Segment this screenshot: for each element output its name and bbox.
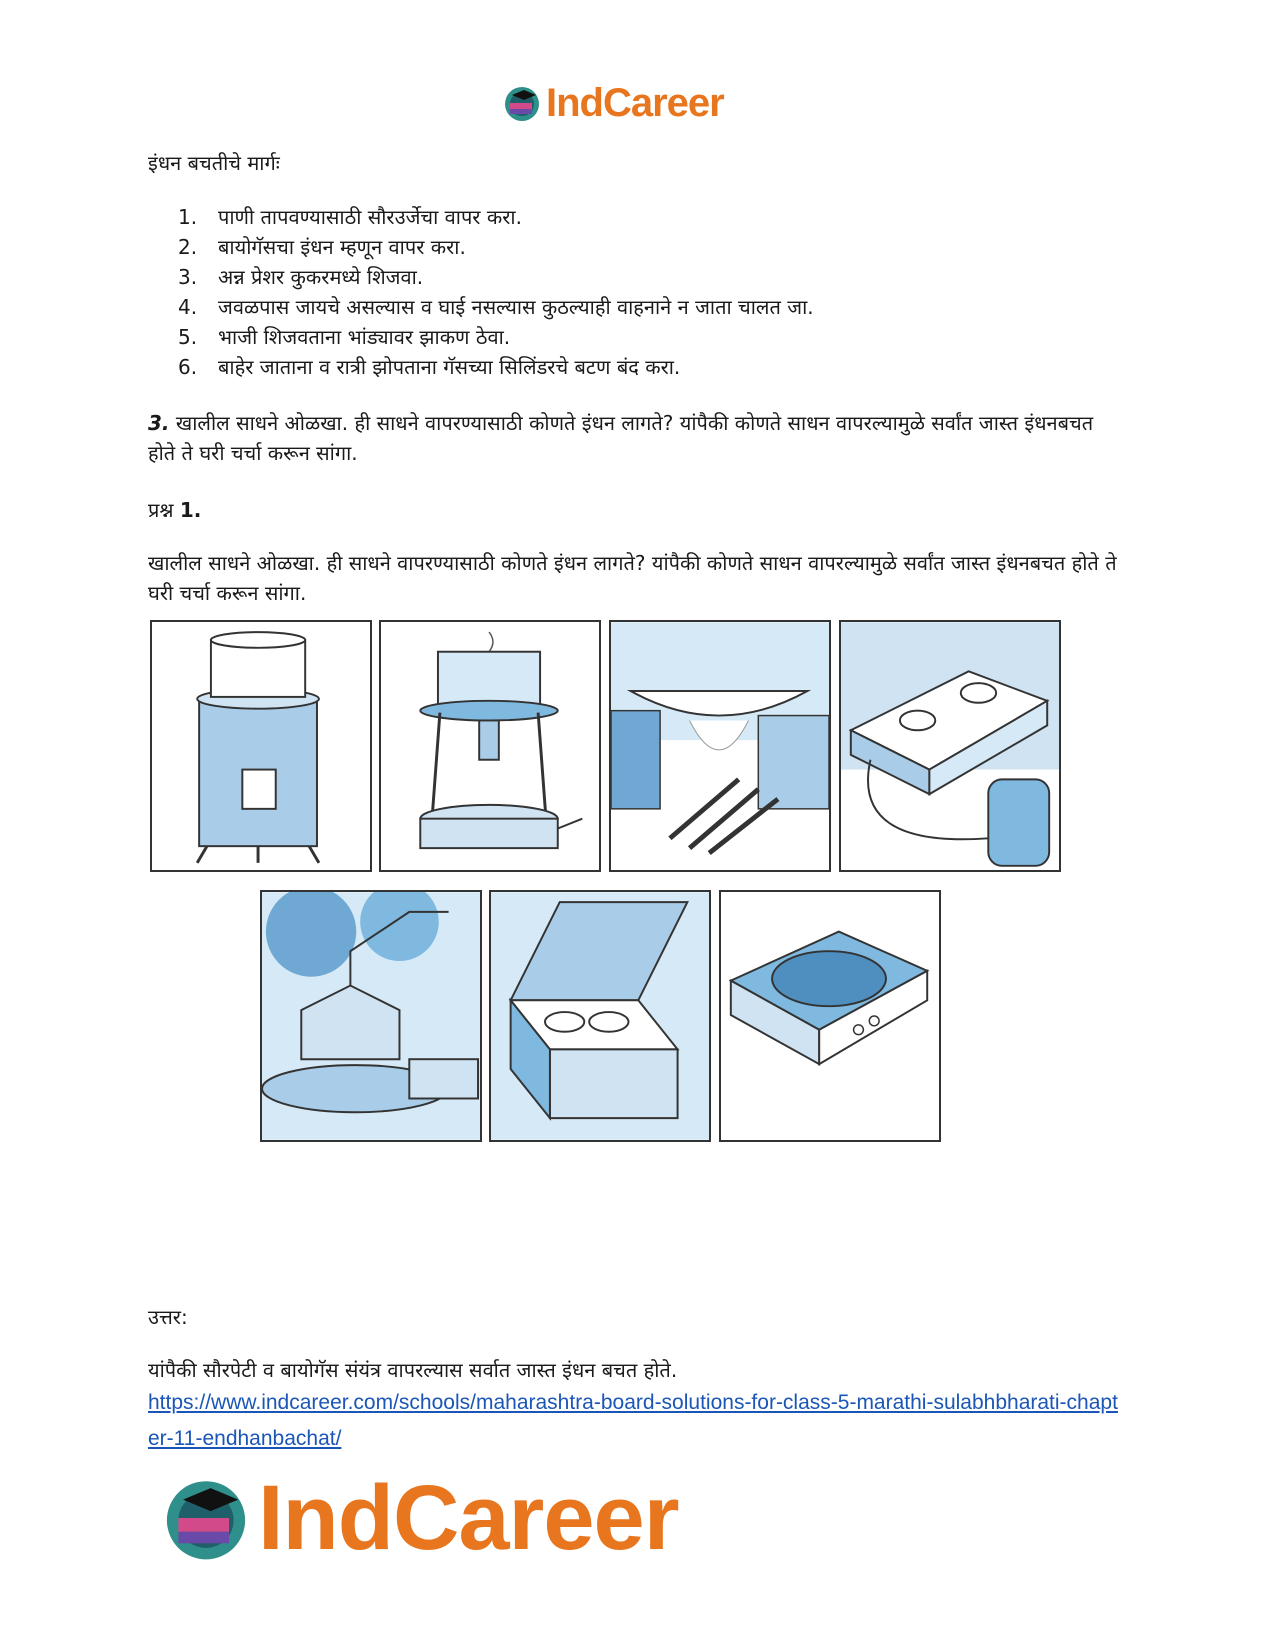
chulha-stove-illustration bbox=[150, 620, 372, 872]
graduation-book-globe-icon bbox=[160, 1472, 252, 1564]
solar-cooker-illustration bbox=[489, 890, 711, 1142]
question-3 bbox=[148, 408, 1108, 468]
graduation-book-globe-icon bbox=[502, 83, 542, 123]
list-item: 1. पाणी तापवण्यासाठी सौरउर्जेचा वापर करा. bbox=[178, 205, 522, 229]
list-item: 5. भाजी शिजवताना भांड्यावर झाकण ठेवा. bbox=[178, 325, 511, 349]
gas-stove-cylinder-illustration bbox=[839, 620, 1061, 872]
question-3-text: खालील साधने ओळखा. ही साधने वापरण्यासाठी कोणते इंधन लागते? यांपैकी कोणते साधन वापरल्यामुळे सर्वांत जास्त इंधनबचत होते ते घरी चर्चा करून सांगा. bbox=[148, 411, 1094, 465]
question-1-text: खालील साधने ओळखा. ही साधने वापरण्यासाठी कोणते इंधन लागते? यांपैकी कोणते साधन वापरल्यामुळे सर्वांत जास्त इंधनबचत होते ते घरी चर्चा करून सांगा. bbox=[148, 551, 1117, 605]
question-label: प्रश्न 1. bbox=[148, 498, 202, 522]
footer-logo bbox=[160, 1468, 679, 1568]
section-heading: इंधन बचतीचे मार्गः bbox=[148, 151, 280, 175]
wood-fire-illustration bbox=[609, 620, 831, 872]
list-item: 2. बायोगॅसचा इंधन म्हणून वापर करा. bbox=[178, 235, 466, 259]
list-item: 3. अन्न प्रेशर कुकरमध्ये शिजवा. bbox=[178, 265, 424, 289]
answer-text: यांपैकी सौरपेटी व बायोगॅस संयंत्र वापरल्यास सर्वात जास्त इंधन बचत होते. bbox=[148, 1358, 678, 1382]
answer-label: उत्तर: bbox=[148, 1305, 188, 1329]
list-item: 4. जवळपास जायचे असल्यास व घाई नसल्यास कुठल्याही वाहनाने न जाता चालत जा. bbox=[178, 295, 814, 319]
source-link[interactable]: https://www.indcareer.com/schools/maharashtra-board-solutions-for-class-5-marathi-sulabhbharati-chapter-11-endhanbachat/ bbox=[148, 1391, 1118, 1450]
kerosene-stove-illustration bbox=[379, 620, 601, 872]
induction-cooktop-illustration bbox=[719, 890, 941, 1142]
fuel-saving-list bbox=[178, 202, 814, 382]
list-item: 6. बाहेर जाताना व रात्री झोपताना गॅसच्या सिलिंडरचे बटण बंद करा. bbox=[178, 355, 681, 379]
biogas-plant-illustration bbox=[260, 890, 482, 1142]
header-logo bbox=[502, 80, 724, 126]
logo-text: IndCareer bbox=[546, 81, 724, 125]
logo-text: IndCareer bbox=[258, 1467, 679, 1569]
question-3-number: 3. bbox=[148, 411, 170, 435]
